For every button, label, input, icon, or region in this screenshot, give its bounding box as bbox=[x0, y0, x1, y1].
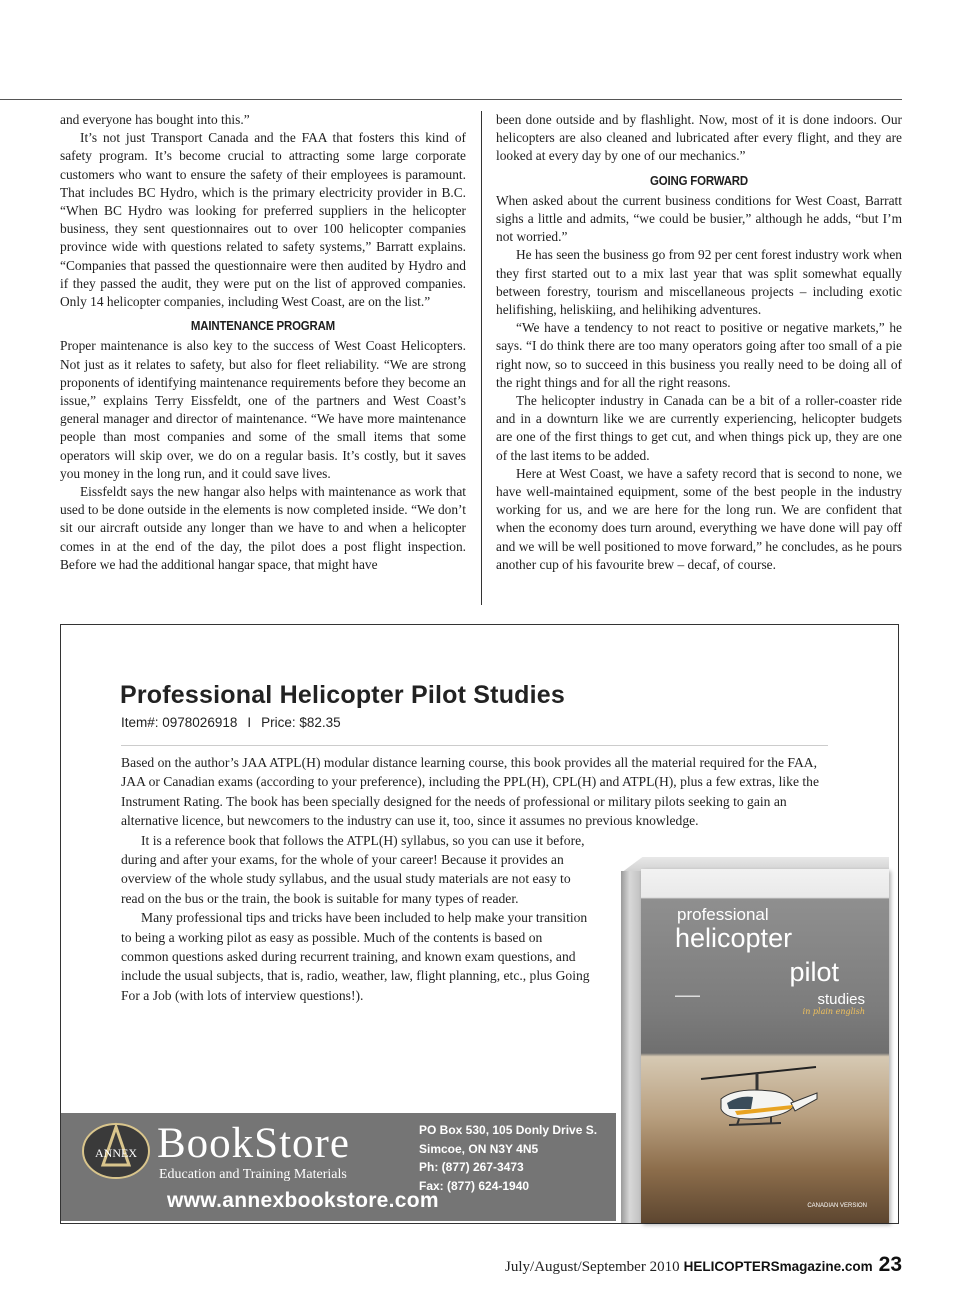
bookstore-banner bbox=[61, 1113, 616, 1221]
item-price: Price: $82.35 bbox=[261, 715, 341, 730]
cover-title-line: professional bbox=[677, 905, 769, 924]
ad-paragraph: Based on the author’s JAA ATPL(H) modular distance learning course, this book provides all the material required for the FAA, JAA or Canadian exams (according to your preference), including the PPL(H), CPL(H) and ATPL(H), plus a few extras, like the Instrument Rating. The book has been specially designed for the needs of professional or military pilots seeking to gain an alternative licence, but newcomers to the industry can use it, too, since it assumes no previous knowledge. bbox=[121, 755, 819, 829]
section-heading-going-forward: GOING FORWARD bbox=[650, 172, 748, 188]
bookstore-advertisement bbox=[60, 624, 899, 1224]
item-separator: I bbox=[247, 715, 252, 730]
ad-paragraph: Many professional tips and tricks have been included to help make your transition to being a working pilot as easy as possible. Much of the contents is based on common questions asked during recurrent training, and known exam questions, and include the usual subjects, that is, radio, weather, law, flight planning, etc., plus Going For a Job (with lots of interview questions!). bbox=[121, 910, 590, 1003]
book-spine bbox=[621, 871, 643, 1223]
article-paragraph: and everyone has bought into this.” bbox=[60, 112, 250, 127]
article-right-column bbox=[496, 111, 902, 574]
bookstore-name: BookStore bbox=[157, 1120, 350, 1167]
article-left-column bbox=[60, 111, 466, 574]
top-rule bbox=[0, 99, 902, 100]
cover-edition: CANADIAN VERSION bbox=[807, 1203, 867, 1209]
page-number: 23 bbox=[878, 1253, 902, 1276]
phone-number: Ph: (877) 267-3473 bbox=[419, 1160, 524, 1174]
column-divider bbox=[481, 111, 482, 605]
article-paragraph: When asked about the current business conditions for West Coast, Barratt sighs a little and admits, “we could be busier,” although he adds, “but I’m not worried.” bbox=[496, 192, 902, 245]
cover-title-line: pilot bbox=[789, 957, 839, 987]
helicopter-icon bbox=[691, 1059, 821, 1149]
item-number: Item#: 0978026918 bbox=[121, 715, 238, 730]
article-paragraph: “We have a tendency to not react to positive or negative markets,” he says. “I do think there are too many operators going after too small of a pie right now, so to succeed in this business you really need to be doing all of the right things and for all the right reasons. bbox=[496, 320, 902, 390]
book-cover-image bbox=[621, 857, 891, 1223]
ad-item-info bbox=[121, 715, 341, 730]
ad-title: Professional Helicopter Pilot Studies bbox=[120, 681, 565, 709]
article-paragraph: The helicopter industry in Canada can be a bit of a roller-coaster ride and in a downturn like we are currently experiencing, helicopter budgets are one of the first things to get cut, and when things pick up, they are one of the last items to be added. bbox=[496, 393, 902, 463]
logo-text: ANNEX bbox=[95, 1146, 137, 1160]
book-front-cover bbox=[641, 869, 889, 1223]
issue-date: July/August/September 2010 bbox=[505, 1259, 680, 1275]
article-paragraph: Proper maintenance is also key to the success of West Coast Helicopters. Not just as it relates to safety, but also for fleet reliability. “We are strong proponents of identifying maintenance requirements before they become an issue,” explains Terry Eissfeldt, one of the partners and West Coast’s general manager and director of maintenance. “We have more maintenance people than most companies and some of the small items that some operators will skip over, we do on a regular basis. It’s costly, but it saves you money in the long run, and it could save lives. bbox=[60, 338, 466, 481]
address-line: Simcoe, ON N3Y 4N5 bbox=[419, 1141, 539, 1156]
article-paragraph: He has seen the business go from 92 per cent forest industry work when they first started out to a mix last year that was split somewhat equally between forestry, tourism and miscellaneous projects – including exotic helifishing, heliskiing, and helihiking adventures. bbox=[496, 247, 902, 318]
cover-title-line: studies bbox=[817, 991, 865, 1008]
article-paragraph: been done outside and by flashlight. Now, most of it is done indoors. Our helicopters are also cleaned and lubricated after every flight, and they are looked at every day by one of our mechanics.” bbox=[496, 112, 902, 164]
cover-title-line: helicopter bbox=[675, 923, 793, 953]
ad-divider bbox=[121, 745, 828, 746]
page-footer bbox=[505, 1253, 902, 1277]
cover-subtitle: in plain english bbox=[802, 1007, 865, 1016]
cover-author: ▬▬▬▬▬ bbox=[675, 993, 700, 999]
bookstore-tagline: Education and Training Materials bbox=[159, 1167, 347, 1182]
address-line: PO Box 530, 105 Donly Drive S. bbox=[419, 1123, 598, 1137]
ad-paragraph: It is a reference book that follows the ATPL(H) syllabus, so you can use it before, during and after your exams, for the whole of your career! Because it provides an overview of the whole study syllabus, and the usual study materials are not easy to read on the bus or the train, the book is suitable for many types of reader. bbox=[121, 832, 585, 906]
article-paragraph: Eissfeldt says the new hangar also helps with maintenance as work that used to be done outside in the elements is now completed inside. “We don’t sit our aircraft outside any longer than we have to and when a helicopter comes in at the end of the day, the pilot does a post flight inspection. Before we had the additional hangar space, that might have bbox=[60, 484, 466, 572]
article-paragraph: It’s not just Transport Canada and the FAA that fosters this kind of safety program. It’s become crucial to attracting some large corporate customers who want to ensure the safety of their employees is paramount. That includes BC Hydro, which is the primary electricity provider in B.C. “When BC Hydro was looking for preferred suppliers in the helicopter business, they sent questionnaires out to over 100 helicopter companies province wide with questions related to safety systems,” Barratt explains. “Companies that passed the questionnaire were then audited by Hydro and if they passed the audit, they were put on the list of approved companies. Only 14 helicopter companies, including West Coast, are on the list.” bbox=[60, 130, 466, 310]
magazine-site: HELICOPTERSmagazine.com bbox=[683, 1259, 873, 1274]
article-paragraph: Here at West Coast, we have a safety record that is second to none, we have well-maintained equipment, some of the best people in the industry working for us, and we are here for the long run. We are confident that when the economy does turn around, everything we have done will pay off and we will be well positioned to move forward,” he concludes, as he pours another cup of his favourite brew – decaf, of course. bbox=[496, 465, 902, 572]
fax-number: Fax: (877) 624-1940 bbox=[419, 1178, 530, 1193]
bookstore-url-link[interactable]: www.annexbookstore.com bbox=[167, 1189, 439, 1212]
bookstore-contact bbox=[419, 1121, 597, 1195]
section-heading-maintenance: MAINTENANCE PROGRAM bbox=[190, 318, 336, 334]
annex-logo-icon bbox=[81, 1121, 151, 1181]
